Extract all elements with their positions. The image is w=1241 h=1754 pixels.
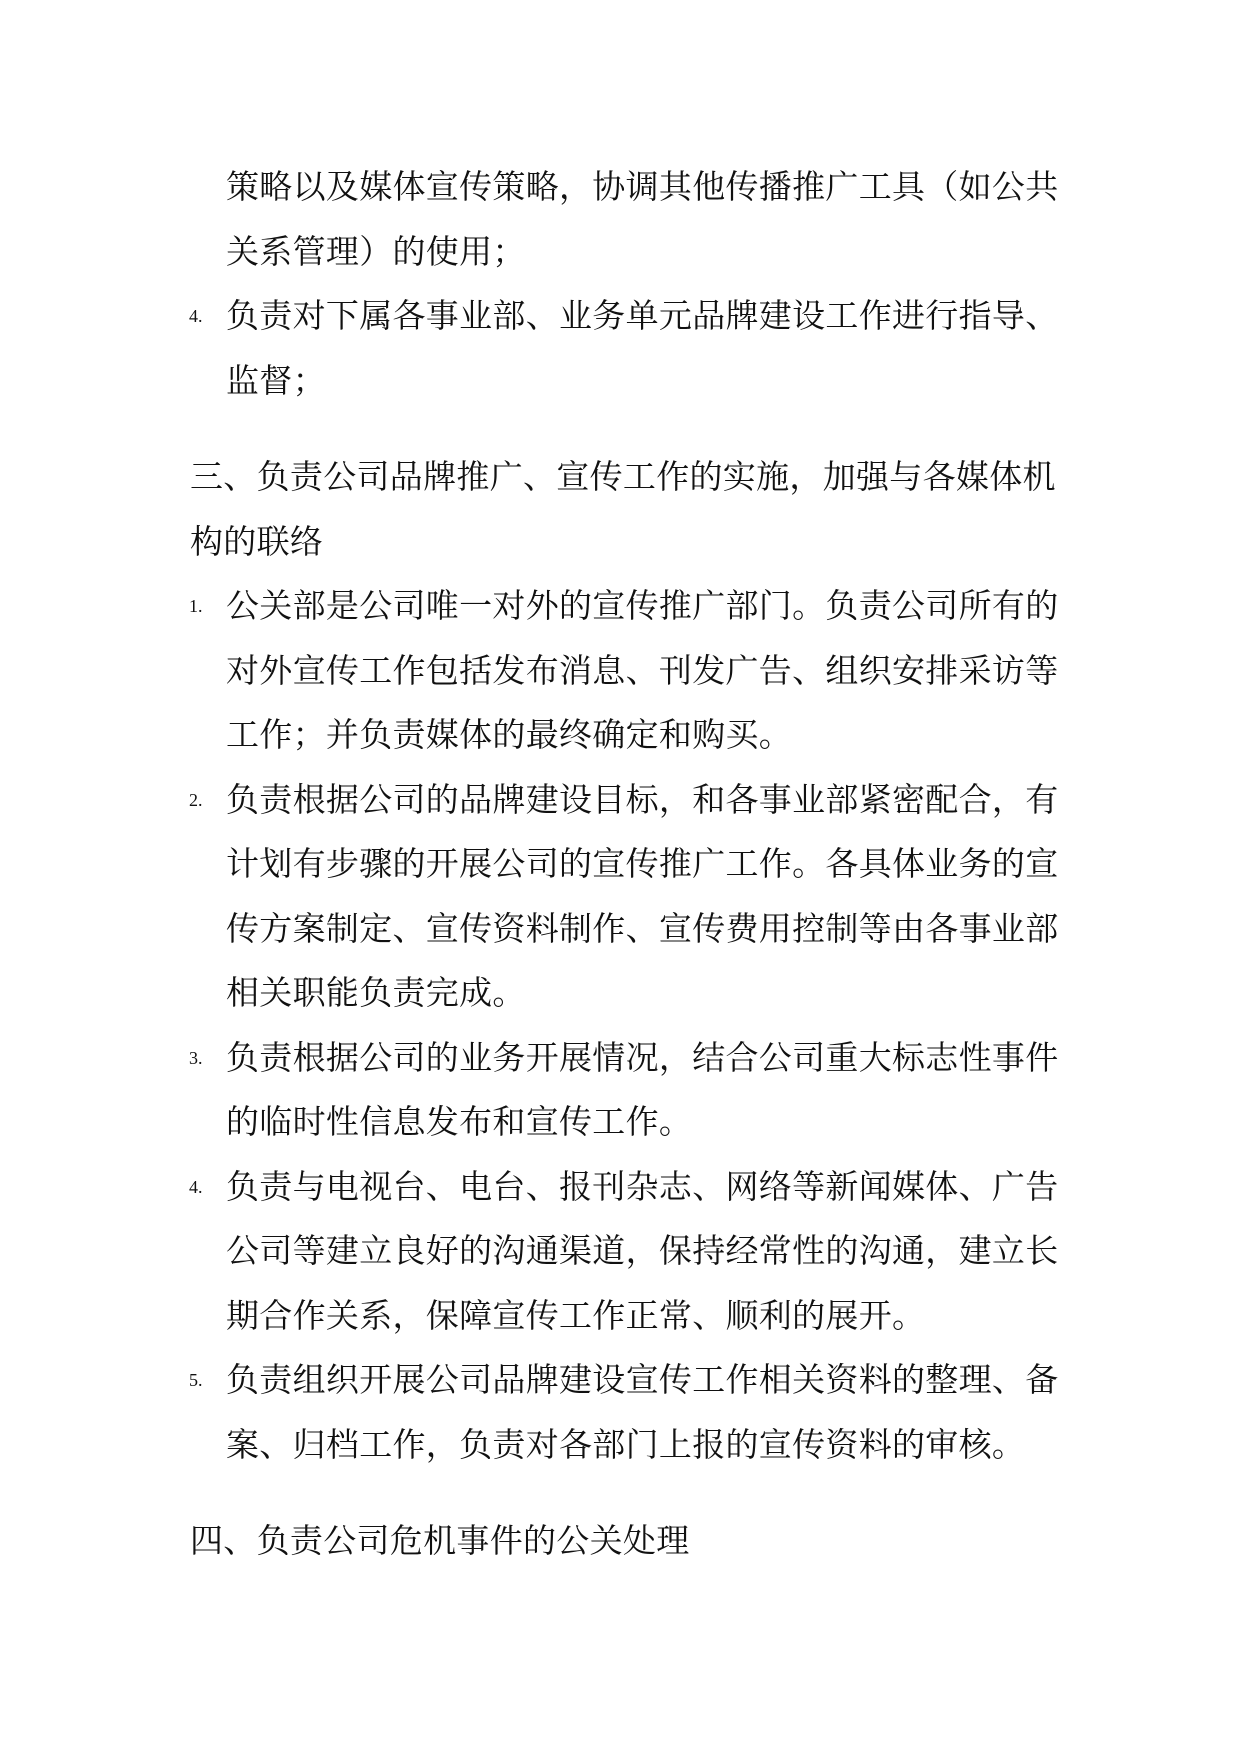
heading-line: 构的联络	[190, 521, 324, 561]
section-heading	[190, 1509, 1070, 1574]
list-number: 5.	[189, 1370, 203, 1390]
text-line: 关系管理）的使用；	[226, 231, 526, 271]
text-line: 对外宣传工作包括发布消息、刊发广告、组织安排采访等	[226, 650, 1059, 690]
paragraph-body	[226, 155, 1070, 284]
text-line: 负责根据公司的业务开展情况，结合公司重大标志性事件	[226, 1037, 1059, 1077]
list-number: 2.	[189, 789, 203, 810]
continuation-paragraph	[190, 155, 1070, 284]
list-number: 3.	[189, 1047, 203, 1068]
text-line: 负责根据公司的品牌建设目标，和各事业部紧密配合，有	[226, 779, 1059, 819]
list-number: 4.	[189, 306, 203, 326]
paragraph-body	[226, 1348, 1070, 1477]
paragraph-body	[226, 1155, 1070, 1349]
text-line: 负责与电视台、电台、报刊杂志、网络等新闻媒体、广告	[226, 1166, 1059, 1206]
heading-line: 四、负责公司危机事件的公关处理	[190, 1521, 690, 1560]
list-item	[190, 284, 1070, 413]
text-line: 期合作关系，保障宣传工作正常、顺利的展开。	[226, 1295, 926, 1335]
text-line: 策略以及媒体宣传策略，协调其他传播推广工具（如公共	[226, 167, 1059, 206]
text-line: 相关职能负责完成。	[226, 973, 526, 1012]
list-number: 4.	[189, 1176, 203, 1197]
list-item	[190, 768, 1070, 1026]
text-line: 监督；	[226, 360, 326, 400]
text-line: 案、归档工作，负责对各部门上报的宣传资料的审核。	[226, 1424, 1026, 1464]
list-item	[190, 1026, 1070, 1155]
list-number: 1.	[189, 596, 203, 616]
paragraph-body	[226, 768, 1070, 1026]
paragraph-body	[226, 284, 1070, 413]
text-line: 负责组织开展公司品牌建设宣传工作相关资料的整理、备	[226, 1360, 1059, 1399]
text-line: 公司等建立良好的沟通渠道，保持经常性的沟通，建立长	[226, 1231, 1059, 1270]
list-item	[190, 574, 1070, 768]
text-line: 公关部是公司唯一对外的宣传推广部门。负责公司所有的	[226, 586, 1059, 625]
text-line: 负责对下属各事业部、业务单元品牌建设工作进行指导、	[226, 296, 1059, 335]
paragraph-body	[226, 1026, 1070, 1155]
text-line: 的临时性信息发布和宣传工作。	[226, 1102, 693, 1141]
text-line: 计划有步骤的开展公司的宣传推广工作。各具体业务的宣	[226, 844, 1059, 883]
text-line: 工作；并负责媒体的最终确定和购买。	[226, 715, 793, 754]
text-line: 传方案制定、宣传资料制作、宣传费用控制等由各事业部	[226, 908, 1059, 948]
paragraph-body	[226, 574, 1070, 768]
section-heading	[190, 445, 1070, 574]
heading-line: 三、负责公司品牌推广、宣传工作的实施，加强与各媒体机	[190, 457, 1056, 496]
list-item	[190, 1348, 1070, 1477]
list-item	[190, 1155, 1070, 1349]
document-content	[190, 155, 1070, 1574]
